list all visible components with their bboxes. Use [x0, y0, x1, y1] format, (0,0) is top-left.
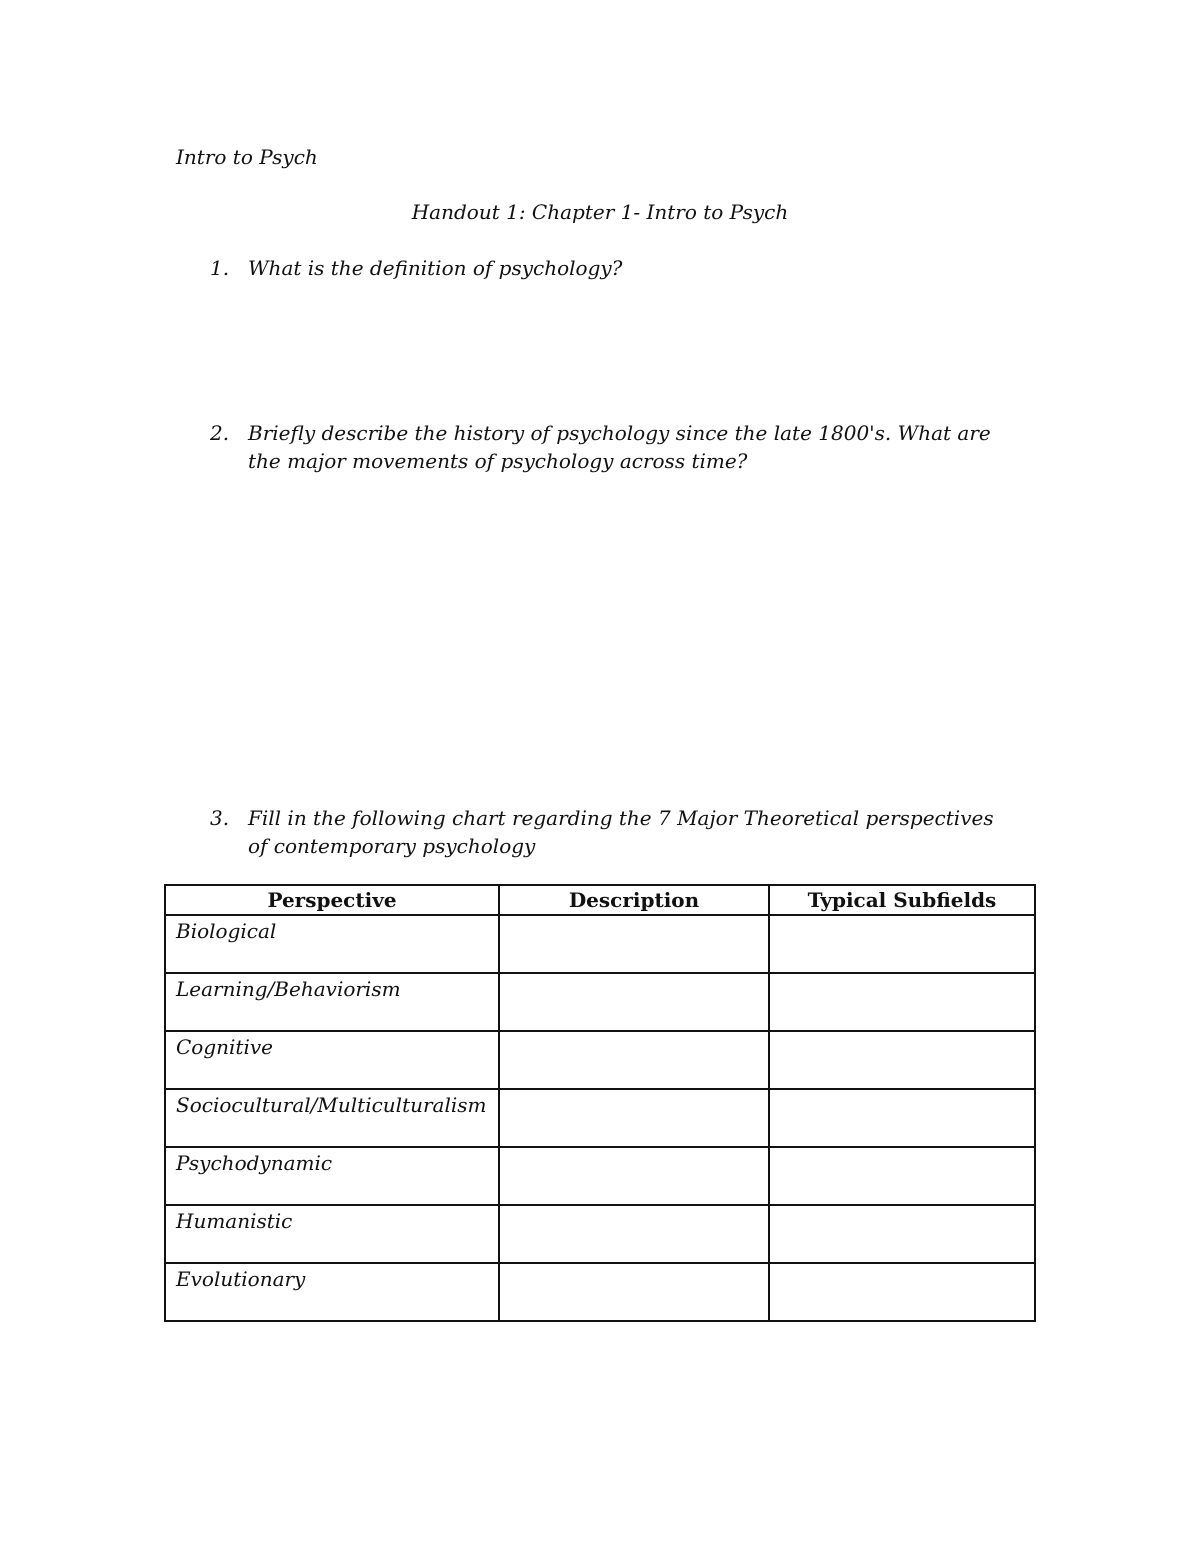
table-row	[165, 1205, 1035, 1263]
subfields-cell[interactable]	[769, 915, 1035, 973]
subfields-cell[interactable]	[769, 1205, 1035, 1263]
table-row	[165, 973, 1035, 1031]
header-perspective: Perspective	[165, 885, 499, 915]
question-3	[210, 804, 1010, 860]
subfields-cell[interactable]	[769, 1089, 1035, 1147]
subfields-cell[interactable]	[769, 1147, 1035, 1205]
perspective-cell: Evolutionary	[165, 1263, 499, 1321]
question-number: 3.	[210, 806, 230, 830]
perspective-cell: Humanistic	[165, 1205, 499, 1263]
perspective-cell: Psychodynamic	[165, 1147, 499, 1205]
course-name: Intro to Psych	[176, 145, 318, 169]
description-cell[interactable]	[499, 915, 769, 973]
table-row	[165, 915, 1035, 973]
question-2	[210, 419, 1010, 475]
table-row	[165, 1147, 1035, 1205]
description-cell[interactable]	[499, 1089, 769, 1147]
table-row	[165, 1263, 1035, 1321]
subfields-cell[interactable]	[769, 973, 1035, 1031]
question-1	[210, 254, 1010, 282]
description-cell[interactable]	[499, 1031, 769, 1089]
table-row	[165, 1089, 1035, 1147]
description-cell[interactable]	[499, 1147, 769, 1205]
question-text: What is the definition of psychology?	[248, 256, 623, 280]
description-cell[interactable]	[499, 973, 769, 1031]
table-header-row	[165, 885, 1035, 915]
question-number: 2.	[210, 421, 230, 445]
header-typical-subfields: Typical Subfields	[769, 885, 1035, 915]
subfields-cell[interactable]	[769, 1263, 1035, 1321]
perspective-cell: Sociocultural/Multiculturalism	[165, 1089, 499, 1147]
table-row	[165, 1031, 1035, 1089]
perspective-cell: Cognitive	[165, 1031, 499, 1089]
question-text: Briefly describe the history of psychology since the late 1800's. What are the major movements of psychology across time?	[248, 421, 991, 473]
question-number: 1.	[210, 256, 230, 280]
perspective-cell: Learning/Behaviorism	[165, 973, 499, 1031]
perspective-cell: Biological	[165, 915, 499, 973]
description-cell[interactable]	[499, 1263, 769, 1321]
description-cell[interactable]	[499, 1205, 769, 1263]
subfields-cell[interactable]	[769, 1031, 1035, 1089]
header-description: Description	[499, 885, 769, 915]
perspectives-table	[164, 884, 1036, 1322]
question-text: Fill in the following chart regarding the 7 Major Theoretical perspectives of contemporary psychology	[248, 806, 994, 858]
handout-title: Handout 1: Chapter 1- Intro to Psych	[411, 200, 789, 224]
